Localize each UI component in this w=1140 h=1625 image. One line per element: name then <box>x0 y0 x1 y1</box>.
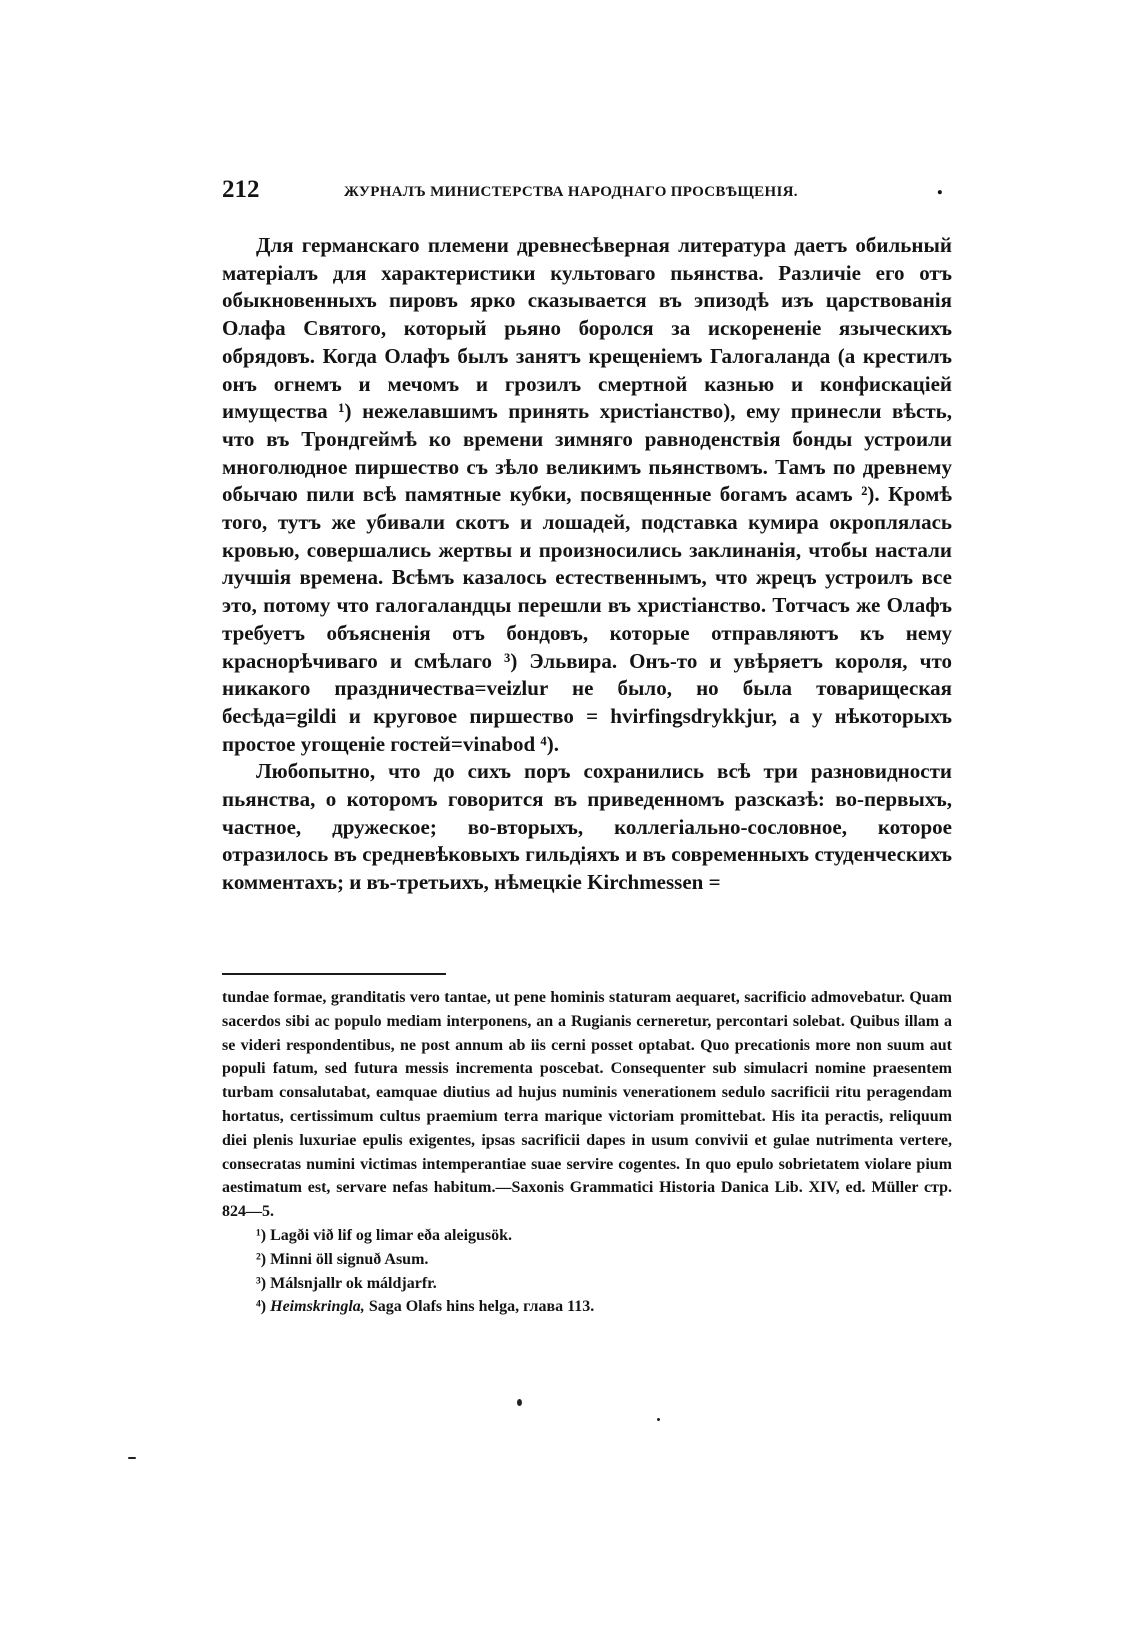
page-number: 212 <box>222 176 260 203</box>
main-text <box>222 232 952 897</box>
footnote-text: Minni öll signuð Asum. <box>270 1250 429 1268</box>
footnote-text: Málsnjallr ok máldjarfr. <box>270 1274 437 1292</box>
footnote-source-title: Heimskringla, <box>270 1298 365 1316</box>
page-header <box>222 176 952 210</box>
footnotes <box>222 986 952 1319</box>
footnote-text: Lagði við lif og limar eða aleigusök. <box>270 1226 513 1244</box>
footnote-2 <box>256 1248 952 1272</box>
footnote-marker: ³) <box>256 1274 267 1292</box>
footnote-marker: ¹) <box>256 1226 267 1244</box>
footnote-marker: ²) <box>256 1250 267 1268</box>
footnote-1 <box>256 1224 952 1248</box>
ink-speck <box>517 1399 522 1406</box>
ink-speck <box>128 1457 136 1459</box>
footnote-4 <box>256 1295 952 1319</box>
running-head: ЖУРНАЛЪ МИНИСТЕРСТВА НАРОДНАГО ПРОСВѢЩЕНІЯ. <box>344 184 798 200</box>
header-dot: . <box>936 174 944 200</box>
latin-quote: tundae formae, granditatis vero tantae, ut pene hominis staturam aequaret, sacrificio admovebatur. Quam sacerdos sibi ac populo mediam interponens, an a Rugianis cerneretur, percontari solebat. Quibus illam a se videri respondentibus, ne post annum ab iis cerni posset optabat. Quo precationis more non suum aut populi fatum, sed futura messis incrementa poscebat. Consequenter sub simulacri nomine praesentem turbam consalutabat, eamquae diutius ad hujus numinis venerationem sedulo sacrificii ritu peragendam hortatus, certissimum cultus praemium terra marique victoriam promittebat. His ita peractis, reliquum diei plenis luxuriae epulis exigentes, ipsas sacrificii dapes in usum convivii et gulae nutrimenta vertere, consecratas numini victimas intemperantiae suae servire cogentes. In quo epulo sobrietatem violare pium aestimatum est, servare nefas habitum.—Saxonis Grammatici Historia Danica Lib. XIV, ed. Müller стр. 824—5. <box>222 989 952 1221</box>
paragraph-2: Любопытно, что до сихъ поръ сохранились всѣ три разновидности пьянства, о которомъ говорится въ приведенномъ разсказѣ: во-первыхъ, частное, дружеское; во-вторыхъ, коллегіально-сословное, которое отразилось въ средневѣковыхъ гильдіяхъ и въ современныхъ студенческихъ комментахъ; и въ-третьихъ, нѣмецкіе Kirchmessen = <box>222 759 952 895</box>
footnote-text: Saga Olafs hins helga, глава 113. <box>364 1298 595 1316</box>
ink-speck <box>657 1418 660 1421</box>
footnote-divider <box>222 973 446 975</box>
footnote-marker: ⁴) <box>256 1298 267 1316</box>
footnote-3 <box>256 1272 952 1296</box>
paragraph-1: Для германскаго племени древнесѣверная литература даетъ обильный матеріалъ для характеристики культоваго пьянства. Различіе его отъ обыкновенныхъ пировъ ярко сказывается въ эпизодѣ изъ царствованія Олафа Святого, который рьяно боролся за искорененіе языческихъ обрядовъ. Когда Олафъ былъ занятъ крещеніемъ Галогаланда (а крестилъ онъ огнемъ и мечомъ и грозилъ смертной казнью и конфискаціей имущества ¹) нежелавшимъ принять христіанство), ему принесли вѣсть, что въ Трондгеймѣ ко времени зимняго равноденствія бонды устроили многолюдное пиршество съ зѣло великимъ пьянствомъ. Тамъ по древнему обычаю пили всѣ памятные кубки, посвященные богамъ асамъ ²). Кромѣ того, тутъ же убивали скотъ и лошадей, подставка кумира окроплялась кровью, совершались жертвы и произносились заклинанія, чтобы настали лучшія времена. Всѣмъ казалось естественнымъ, что жрецъ устроилъ все это, потому что галогаландцы перешли въ христіанство. Тотчасъ же Олафъ требуетъ объясненія отъ бондовъ, которые отправляютъ къ нему краснорѣчиваго и смѣлаго ³) Эльвира. Онъ-то и увѣряетъ короля, что никакого праздничества=veizlur не было, но была товарищеская бесѣда=gildi и круговое пиршество = hvirfingsdrykkjur, а у нѣкоторыхъ простое угощеніе гостей=vinabod ⁴). <box>222 233 952 756</box>
footnote-list <box>222 1224 952 1319</box>
